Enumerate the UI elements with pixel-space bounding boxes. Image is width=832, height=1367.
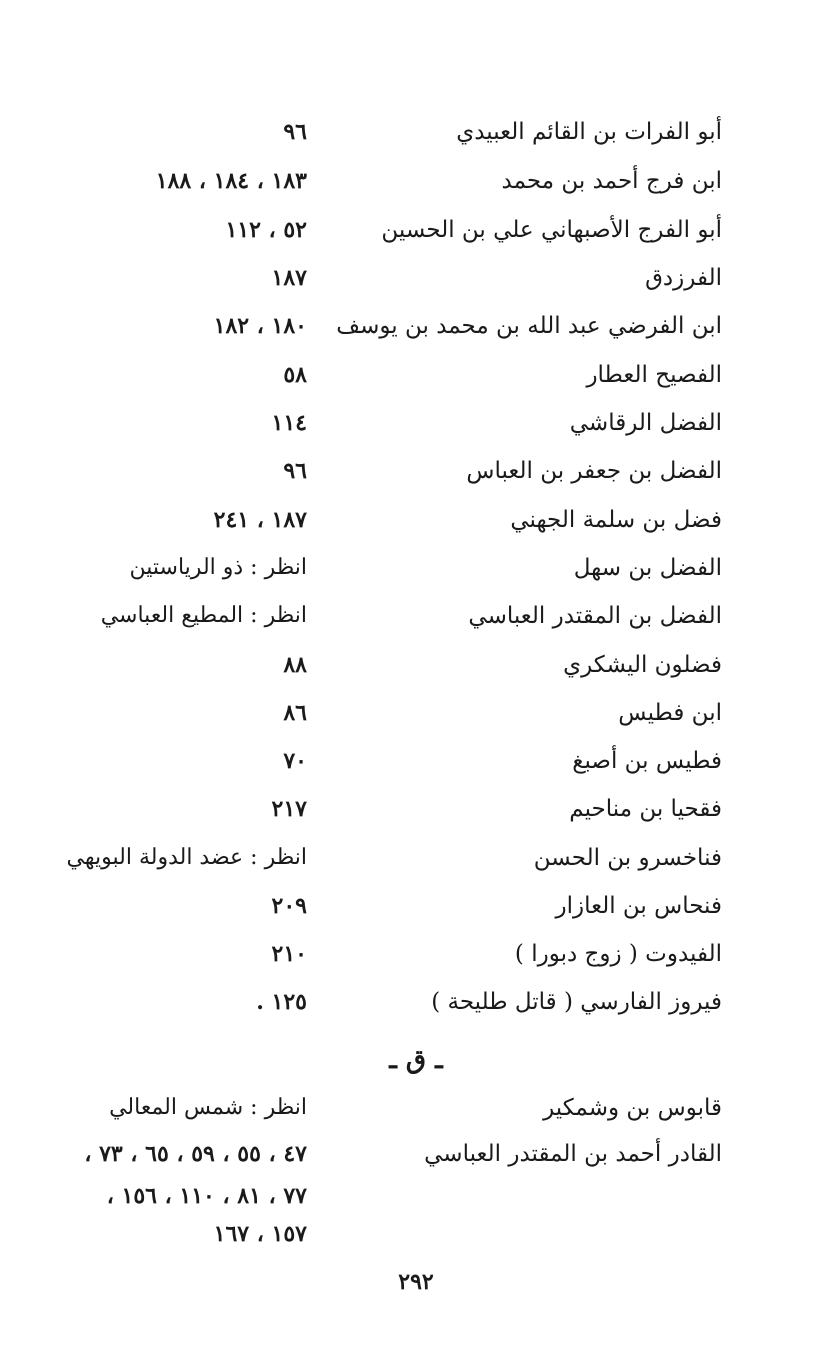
- entry-page-refs: ٨٨: [283, 652, 307, 678]
- entry-name: الفضل الرقاشي: [569, 410, 722, 436]
- entry-name: ابن فرج أحمد بن محمد: [501, 168, 722, 194]
- entry-name: فيروز الفارسي ( قاتل طليحة ): [431, 989, 722, 1015]
- index-entry: [0, 693, 832, 733]
- entry-name: الفضل بن المقتدر العباسي: [468, 603, 722, 629]
- section-letter-heading: ـ ق ـ: [389, 1045, 443, 1075]
- index-entry: [0, 258, 832, 298]
- entry-page-refs: ٢١٧: [271, 796, 307, 822]
- entry-name: فضلون اليشكري: [563, 652, 722, 678]
- index-entry: [0, 886, 832, 926]
- index-entry: [0, 645, 832, 685]
- entry-page-refs: ١٨٧ ، ٢٤١: [213, 507, 307, 533]
- entry-name: ابن فطيس: [618, 700, 722, 726]
- entry-cross-reference: انظر : شمس المعالي: [109, 1095, 307, 1120]
- entry-page-refs-line: ٧٧ ، ٨١ ، ١١٠ ، ١٥٦ ،: [106, 1183, 307, 1209]
- entry-page-refs: ١١٤: [271, 410, 307, 436]
- entry-name: فناخسرو بن الحسن: [533, 845, 722, 871]
- entry-page-refs: ٢١٠: [271, 941, 307, 967]
- entry-name: أبو الفرات بن القائم العبيدي: [456, 119, 722, 145]
- entry-name: فقحيا بن مناحيم: [569, 796, 722, 822]
- entry-page-refs: ٩٦: [283, 458, 307, 484]
- entry-name: فضل بن سلمة الجهني: [510, 507, 722, 533]
- entry-page-refs: ٥٢ ، ١١٢: [225, 217, 307, 243]
- page-number: ٢٩٢: [398, 1269, 434, 1295]
- entry-cross-reference: انظر : عضد الدولة البويهي: [66, 845, 307, 870]
- index-entry: [0, 306, 832, 346]
- index-entry: [0, 741, 832, 781]
- index-entry: [0, 596, 832, 636]
- entry-page-refs: ١٢٥ .: [256, 989, 307, 1015]
- entry-name: أبو الفرج الأصبهاني علي بن الحسين: [381, 217, 722, 243]
- index-entry: [0, 934, 832, 974]
- entry-page-refs: ٧٠: [283, 748, 307, 774]
- entry-page-refs: ١٨٣ ، ١٨٤ ، ١٨٨: [155, 168, 307, 194]
- entry-name: الفضل بن جعفر بن العباس: [466, 458, 722, 484]
- index-entry: [0, 112, 832, 152]
- entry-name: الفرزدق: [645, 265, 722, 291]
- index-entry: [0, 982, 832, 1022]
- index-entry: [0, 789, 832, 829]
- entry-page-refs: ١٨٧: [271, 265, 307, 291]
- entry-cross-reference: انظر : المطيع العباسي: [100, 603, 307, 628]
- entry-name: الفصيح العطار: [586, 362, 722, 388]
- index-entry: [0, 548, 832, 588]
- entry-page-refs: ٥٨: [283, 362, 307, 388]
- entry-name: قابوس بن وشمكير: [543, 1095, 722, 1121]
- entry-name: ابن الفرضي عبد الله بن محمد بن يوسف: [336, 313, 722, 339]
- entry-name: الفيدوت ( زوج دبورا ): [514, 941, 722, 967]
- index-entry: [0, 210, 832, 250]
- entry-page-refs: ٩٦: [283, 119, 307, 145]
- entry-name: الفضل بن سهل: [573, 555, 722, 581]
- entry-page-refs-line: ١٥٧ ، ١٦٧: [213, 1221, 307, 1247]
- index-entry: [0, 403, 832, 443]
- index-entry: [0, 355, 832, 395]
- index-entry: [0, 451, 832, 491]
- entry-cross-reference: انظر : ذو الرياستين: [129, 555, 307, 580]
- entry-name: فطيس بن أصبغ: [572, 748, 722, 774]
- index-entry: [0, 1088, 832, 1128]
- entry-name: فنحاس بن العازار: [555, 893, 722, 919]
- index-entry: [0, 500, 832, 540]
- index-entry: [0, 161, 832, 201]
- entry-page-refs: ١٨٠ ، ١٨٢: [213, 313, 307, 339]
- index-entry: [0, 838, 832, 878]
- entry-page-refs: ٨٦: [283, 700, 307, 726]
- entry-page-refs: ٢٠٩: [271, 893, 307, 919]
- entry-name: القادر أحمد بن المقتدر العباسي: [424, 1141, 722, 1167]
- entry-page-refs-line: ٤٧ ، ٥٥ ، ٥٩ ، ٦٥ ، ٧٣ ،: [84, 1141, 307, 1167]
